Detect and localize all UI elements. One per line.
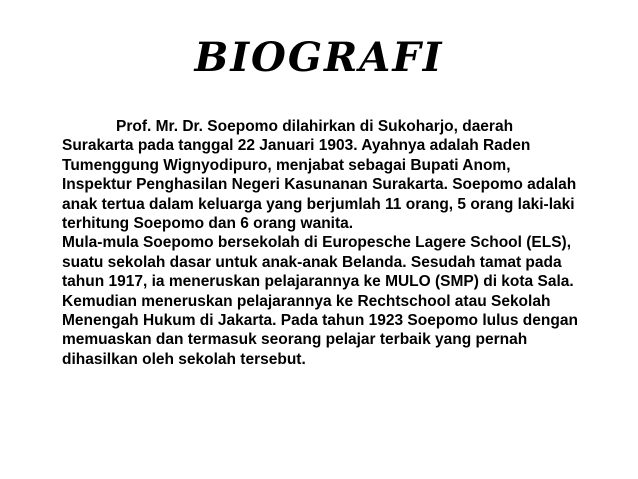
slide-title: BIOGRAFI (194, 34, 444, 81)
paragraph-1: Prof. Mr. Dr. Soepomo dilahirkan di Sukoharjo, daerah Surakarta pada tanggal 22 Januari 1903. Ayahnya adalah Raden Tumenggung Wignyodipuro, menjabat sebagai Bupati Anom, Inspektur Penghasilan Negeri Kasunanan Surakarta. Soepomo adalah anak tertua dalam keluarga yang berjumlah 11 orang, 5 orang laki-laki terhitung Soepomo dan 6 orang wanita. (62, 118, 577, 233)
paragraph-2: Mula-mula Soepomo bersekolah di Europesche Lagere School (ELS), suatu sekolah dasar untuk anak-anak Belanda. Sesudah tamat pada tahun 1917, ia meneruskan pelajarannya ke MULO (SMP) di kota Sala. Kemudian meneruskan pelajarannya ke Rechtschool atau Sekolah Menengah Hukum di Jakarta. Pada tahun 1923 Soepomo lulus dengan memuaskan dan termasuk seorang pelajar terbaik yang pernah dihasilkan oleh sekolah tersebut. (62, 234, 578, 368)
biography-text (62, 117, 584, 369)
